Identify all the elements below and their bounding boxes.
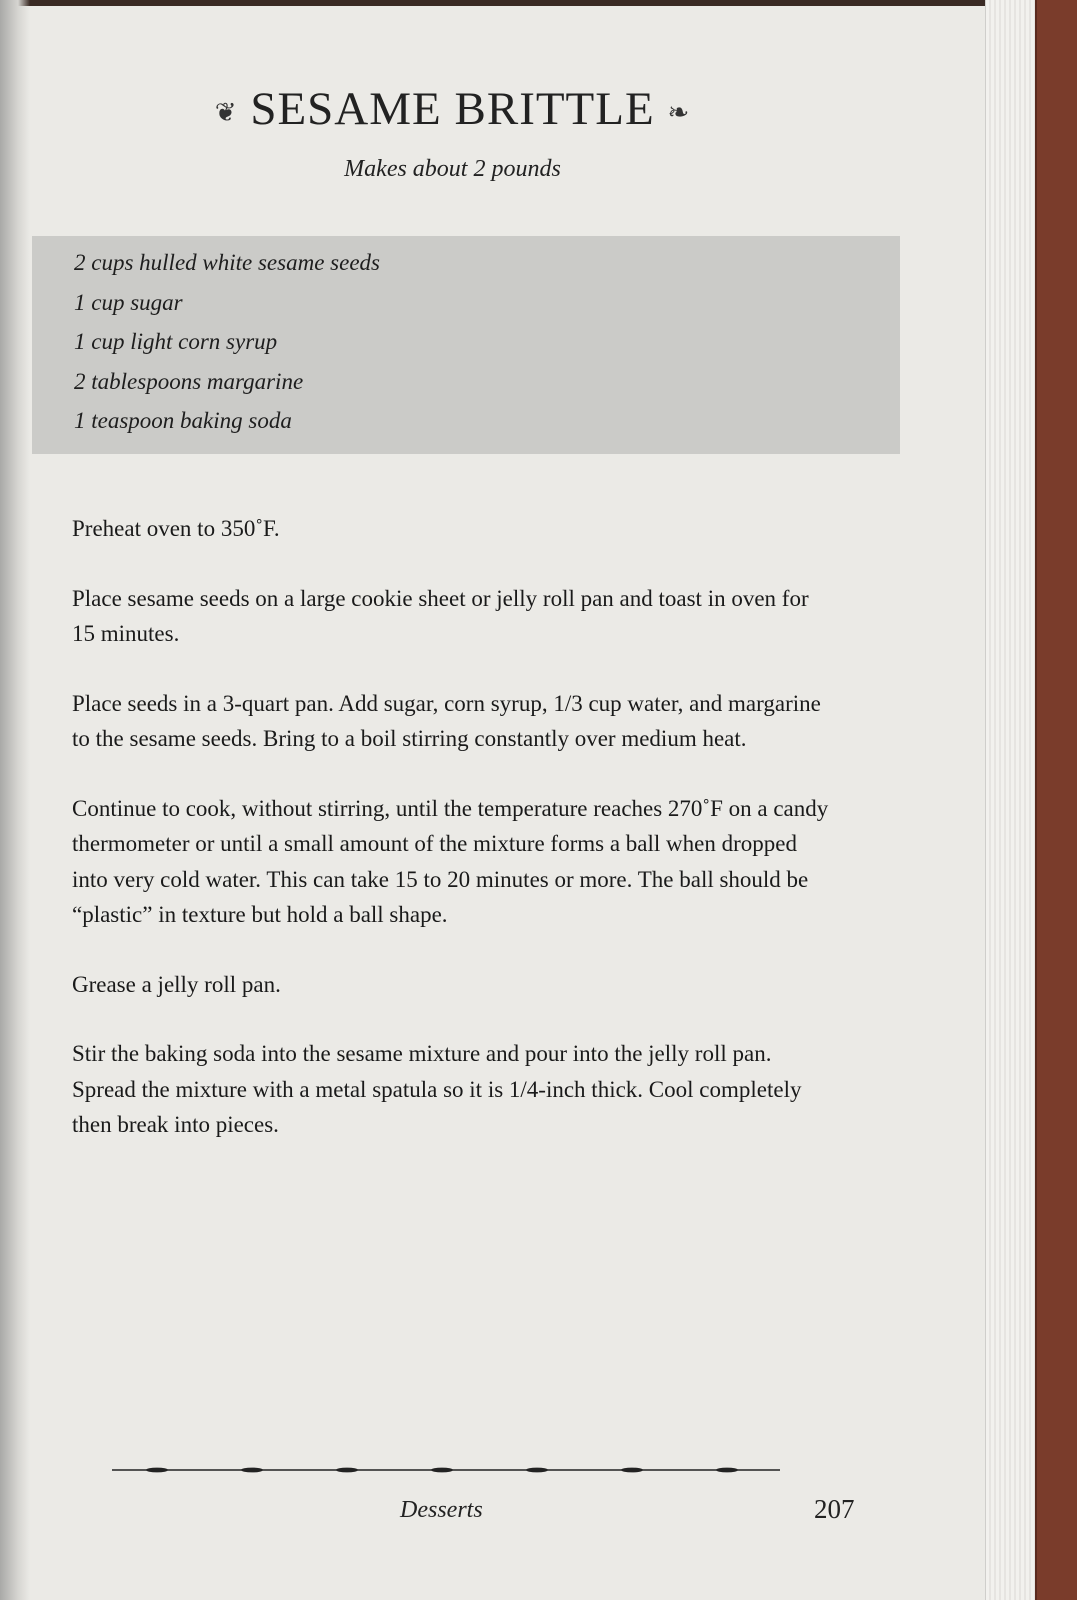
step-paragraph: Place seeds in a 3-quart pan. Add sugar, corn syrup, 1/3 cup water, and margarine to the sesame seeds. Bring to a boil stirring constantly over medium heat. <box>72 690 821 751</box>
page-number: 207 <box>814 1494 855 1524</box>
ingredient-item: 1 cup sugar <box>74 289 183 315</box>
ingredients-list <box>74 243 380 441</box>
ingredient-item: 1 cup light corn syrup <box>74 329 278 354</box>
recipe-steps <box>72 511 832 1177</box>
recipe-title-text: SESAME BRITTLE <box>250 83 655 135</box>
page-top-edge <box>0 0 1077 6</box>
right-ornament-icon: ❧ <box>667 98 691 128</box>
decorative-rule <box>112 1464 780 1476</box>
footer-section-name: Desserts <box>400 1497 483 1523</box>
recipe-yield: Makes about 2 pounds <box>344 156 561 182</box>
recipe-title <box>0 82 905 136</box>
ingredient-item: 2 tablespoons margarine <box>74 368 304 394</box>
spine-shadow <box>0 0 30 1600</box>
left-ornament-icon: ❦ <box>214 98 238 128</box>
step-paragraph: Grease a jelly roll pan. <box>72 971 281 997</box>
step-paragraph: Continue to cook, without stirring, until the temperature reaches 270˚F on a candy thermometer or until a small amount of the mixture forms a ball when dropped into very cold water. This can take 15 to 20 minutes or more. The ball should be “plastic” in texture but hold a ball shape. <box>72 795 829 927</box>
book-cover-edge <box>1035 0 1077 1600</box>
ingredient-item: 2 cups hulled white sesame seeds <box>74 250 380 275</box>
page-edges <box>985 0 1036 1600</box>
step-paragraph: Preheat oven to 350˚F. <box>72 516 280 541</box>
ingredient-item: 1 teaspoon baking soda <box>74 408 292 433</box>
step-paragraph: Stir the baking soda into the sesame mixture and pour into the jelly roll pan. Spread the mixture with a metal spatula so it is 1/4-inch thick. Cool completely then break into pieces. <box>72 1041 802 1137</box>
step-paragraph: Place sesame seeds on a large cookie sheet or jelly roll pan and toast in oven for 15 minutes. <box>72 585 809 646</box>
